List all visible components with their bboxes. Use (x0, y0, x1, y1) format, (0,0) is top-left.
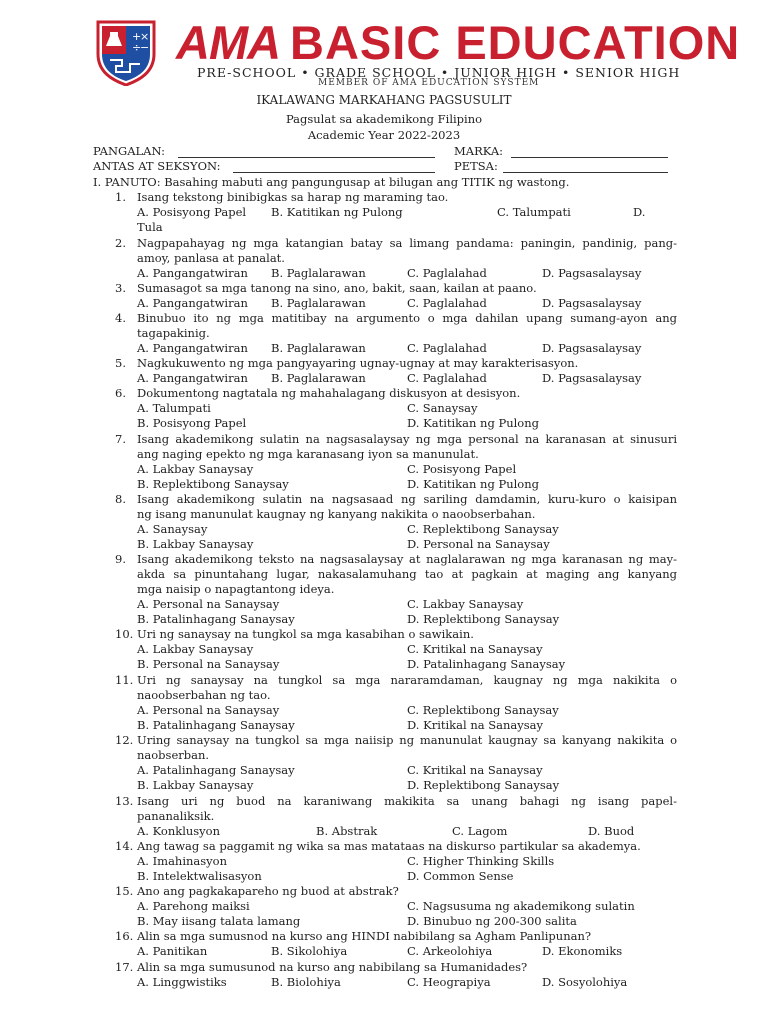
answer-option[interactable]: C. Paglalahad (407, 371, 487, 386)
answer-option[interactable]: C. Higher Thinking Skills (407, 854, 555, 869)
question-number: 1. (115, 190, 126, 204)
question-text: tagapakinig. (137, 326, 210, 341)
answer-option[interactable]: C. Posisyong Papel (407, 462, 517, 477)
svg-text:×: × (140, 30, 150, 43)
question-number: 8. (115, 492, 126, 506)
question-text: Uring sanaysay na tungkol sa mga naiisip ng manunulat kaugnay sa kanyang nakikita o (137, 733, 677, 747)
question-text: naoobserbahan ng tao. (137, 688, 271, 703)
answer-option[interactable]: B. Patalinhagang Sanaysay (137, 612, 295, 627)
answer-option[interactable]: D. Buod (588, 824, 635, 839)
answer-option[interactable]: A. Imahinasyon (137, 854, 227, 869)
question-number: 3. (115, 281, 126, 295)
question-text: akda sa pinuntahang lugar, nakasalamuhang tao at pagkain at maging ang kanyang (137, 567, 677, 582)
date-label: PETSA: (454, 159, 498, 173)
question-text: Ang tawag sa paggamit ng wika sa mas matataas na diskurso partikular sa akademya. (137, 839, 641, 853)
answer-option[interactable]: C. Kritikal na Sanaysay (407, 642, 543, 657)
academic-year: Academic Year 2022-2023 (307, 128, 461, 142)
question-text: Uri ng sanaysay na tungkol sa mga nararamdaman, kaugnay ng mga nakikita o (137, 673, 677, 687)
question-number: 16. (115, 929, 134, 943)
brand-ama: AMA (176, 16, 281, 69)
section-label: ANTAS AT SEKSYON: (93, 159, 221, 173)
question-text: ng isang manunulat kaugnay ng kanyang nakikita o naoobserbahan. (137, 507, 536, 522)
question-text: Uri ng sanaysay na tungkol sa mga kasabihan o sawikain. (137, 627, 474, 641)
question-number: 4. (115, 311, 126, 325)
answer-option[interactable]: D. Kritikal na Sanaysay (407, 718, 544, 733)
question-text: Dokumentong nagtatala ng mahahalagang diskusyon at desisyon. (137, 386, 521, 400)
question-text: Nagkukuwento ng mga pangyayaring ugnay-ugnay at may karakterisasyon. (137, 356, 579, 370)
answer-option[interactable]: D. Ekonomiks (542, 944, 623, 959)
answer-option[interactable]: B. Intelektwalisasyon (137, 869, 262, 884)
answer-option[interactable]: D. Pagsasalaysay (542, 266, 642, 281)
answer-option[interactable]: C. Paglalahad (407, 266, 487, 281)
question-text: Sumasagot sa mga tanong na sino, ano, bakit, saan, kailan at paano. (137, 281, 537, 295)
question-number: 11. (115, 673, 134, 687)
question-number: 10. (115, 627, 134, 641)
name-label: PANGALAN: (93, 144, 166, 158)
answer-option[interactable]: C. Arkeolohiya (407, 944, 493, 959)
question-text: Nagpapahayag ng mga katangian batay sa limang pandama: paningin, pandinig, pang- (137, 236, 677, 250)
question-text: Isang akademikong teksto na nagsasalaysay at naglalarawan ng mga karanasan ng may- (137, 552, 677, 566)
answer-option[interactable]: B. Personal na Sanaysay (137, 657, 280, 672)
answer-option[interactable]: Tula (137, 220, 163, 235)
question-text: Isang uri ng buod na karaniwang makikita sa unang bahagi ng isang papel- (137, 794, 677, 808)
answer-option[interactable]: D. Sosyolohiya (542, 975, 628, 990)
answer-option[interactable]: B. Katitikan ng Pulong (271, 205, 403, 220)
question-number: 7. (115, 432, 126, 446)
answer-option[interactable]: D. Pagsasalaysay (542, 341, 642, 356)
grade-label: MARKA: (454, 144, 504, 158)
question-text: Isang akademikong sulatin na nagsasalaysay ng mga personal na karanasan at sinusuri (137, 432, 677, 446)
answer-option[interactable]: A. Sanaysay (137, 522, 208, 537)
instructions: I. PANUTO: Basahing mabuti ang pangungusap at bilugan ang TITIK ng wastong. (93, 175, 570, 189)
answer-option[interactable]: A. Personal na Sanaysay (137, 597, 280, 612)
question-text: naobserban. (137, 748, 210, 763)
svg-text:−: − (140, 41, 150, 54)
question-text: ang naging epekto ng mga karanasang iyon sa manunulat. (137, 447, 479, 462)
answer-option[interactable]: A. Linggwistiks (137, 975, 227, 990)
question-text: pananaliksik. (137, 809, 215, 824)
answer-option[interactable]: D. Pagsasalaysay (542, 296, 642, 311)
answer-option[interactable]: C. Sanaysay (407, 401, 478, 416)
answer-option[interactable]: A. Parehong maiksi (137, 899, 250, 914)
question-text: amoy, panlasa at panalat. (137, 251, 285, 266)
answer-option[interactable]: D. Binubuo ng 200-300 salita (407, 914, 577, 929)
answer-option[interactable]: C. Replektibong Sanaysay (407, 703, 559, 718)
answer-option[interactable]: C. Kritikal na Sanaysay (407, 763, 543, 778)
answer-option[interactable]: D. Common Sense (407, 869, 514, 884)
member-line: MEMBER OF AMA EDUCATION SYSTEM (318, 78, 540, 88)
answer-option[interactable]: A. Pangangatwiran (137, 266, 248, 281)
answer-option[interactable]: D. Katitikan ng Pulong (407, 477, 539, 492)
answer-option[interactable]: B. Patalinhagang Sanaysay (137, 718, 295, 733)
exam-subject: Pagsulat sa akademikong Filipino (285, 112, 483, 126)
question-number: 2. (115, 236, 126, 250)
answer-option[interactable]: C. Paglalahad (407, 296, 487, 311)
name-blank[interactable] (178, 157, 435, 158)
answer-option[interactable]: A. Lakbay Sanaysay (137, 462, 254, 477)
answer-option[interactable]: A. Pangangatwiran (137, 296, 248, 311)
question-number: 5. (115, 356, 126, 370)
answer-option[interactable]: A. Panitikan (137, 944, 208, 959)
answer-option[interactable]: B. Replektibong Sanaysay (137, 477, 289, 492)
question-number: 6. (115, 386, 126, 400)
answer-option[interactable]: B. May iisang talata lamang (137, 914, 301, 929)
answer-option[interactable]: A. Posisyong Papel (137, 205, 247, 220)
grade-blank[interactable] (511, 157, 668, 158)
answer-option[interactable]: B. Lakbay Sanaysay (137, 537, 254, 552)
brand-basic-education: BASIC EDUCATION (290, 16, 741, 69)
school-levels-tagline: PRE-SCHOOL • GRADE SCHOOL • JUNIOR HIGH • SENIOR HIGH (197, 65, 681, 80)
answer-option[interactable]: C. Paglalahad (407, 341, 487, 356)
answer-option[interactable]: B. Paglalarawan (271, 296, 366, 311)
school-shield-logo (96, 20, 156, 86)
question-text: Isang tekstong binibigkas sa harap ng maraming tao. (137, 190, 449, 204)
question-text: Isang akademikong sulatin na nagsasaad ng sariling damdamin, kuru-kuro o kaisipan (137, 492, 677, 506)
answer-option[interactable]: B. Biolohiya (271, 975, 341, 990)
question-text: Alin sa mga sumusnod na kurso ang HINDI nabibilang sa Agham Panlipunan? (137, 929, 592, 943)
answer-option[interactable]: C. Lagom (452, 824, 508, 839)
answer-option[interactable]: D. (633, 205, 646, 220)
answer-option[interactable]: B. Sikolohiya (271, 944, 348, 959)
brand-title (176, 18, 740, 68)
section-blank[interactable] (233, 172, 435, 173)
answer-option[interactable]: D. Personal na Sanaysay (407, 537, 550, 552)
question-text: Alin sa mga sumusunod na kurso ang nabibilang sa Humanidades? (137, 960, 528, 974)
question-number: 13. (115, 794, 134, 808)
answer-option[interactable]: A. Patalinhagang Sanaysay (137, 763, 295, 778)
answer-option[interactable]: C. Replektibong Sanaysay (407, 522, 559, 537)
question-text: Ano ang pagkakapareho ng buod at abstrak? (137, 884, 399, 898)
answer-option[interactable]: A. Talumpati (137, 401, 211, 416)
question-number: 9. (115, 552, 126, 566)
answer-option[interactable]: D. Replektibong Sanaysay (407, 778, 560, 793)
answer-option[interactable]: A. Personal na Sanaysay (137, 703, 280, 718)
answer-option[interactable]: A. Lakbay Sanaysay (137, 642, 254, 657)
question-number: 12. (115, 733, 134, 747)
question-number: 14. (115, 839, 134, 853)
svg-text:+: + (132, 30, 142, 43)
svg-text:÷: ÷ (132, 41, 142, 54)
answer-option[interactable]: C. Nagsusuma ng akademikong sulatin (407, 899, 635, 914)
date-blank[interactable] (503, 172, 668, 173)
question-text: mga naisip o napagtantong ideya. (137, 582, 335, 597)
answer-option[interactable]: B. Paglalarawan (271, 341, 366, 356)
answer-option[interactable]: B. Paglalarawan (271, 371, 366, 386)
answer-option[interactable]: D. Katitikan ng Pulong (407, 416, 539, 431)
exam-title: IKALAWANG MARKAHANG PAGSUSULIT (256, 93, 512, 107)
question-number: 17. (115, 960, 134, 974)
question-number: 15. (115, 884, 134, 898)
answer-option[interactable]: D. Patalinhagang Sanaysay (407, 657, 566, 672)
answer-option[interactable]: D. Replektibong Sanaysay (407, 612, 560, 627)
answer-option[interactable]: B. Posisyong Papel (137, 416, 247, 431)
answer-option[interactable]: C. Lakbay Sanaysay (407, 597, 524, 612)
answer-option[interactable]: A. Pangangatwiran (137, 371, 248, 386)
answer-option[interactable]: A. Pangangatwiran (137, 341, 248, 356)
answer-option[interactable]: C. Heograpiya (407, 975, 491, 990)
question-text: Binubuo ito ng mga matitibay na argumento o mga dahilan upang sumang-ayon ang (137, 311, 677, 325)
answer-option[interactable]: B. Abstrak (316, 824, 378, 839)
answer-option[interactable]: D. Pagsasalaysay (542, 371, 642, 386)
answer-option[interactable]: A. Konklusyon (137, 824, 221, 839)
answer-option[interactable]: C. Talumpati (497, 205, 571, 220)
answer-option[interactable]: B. Paglalarawan (271, 266, 366, 281)
answer-option[interactable]: B. Lakbay Sanaysay (137, 778, 254, 793)
